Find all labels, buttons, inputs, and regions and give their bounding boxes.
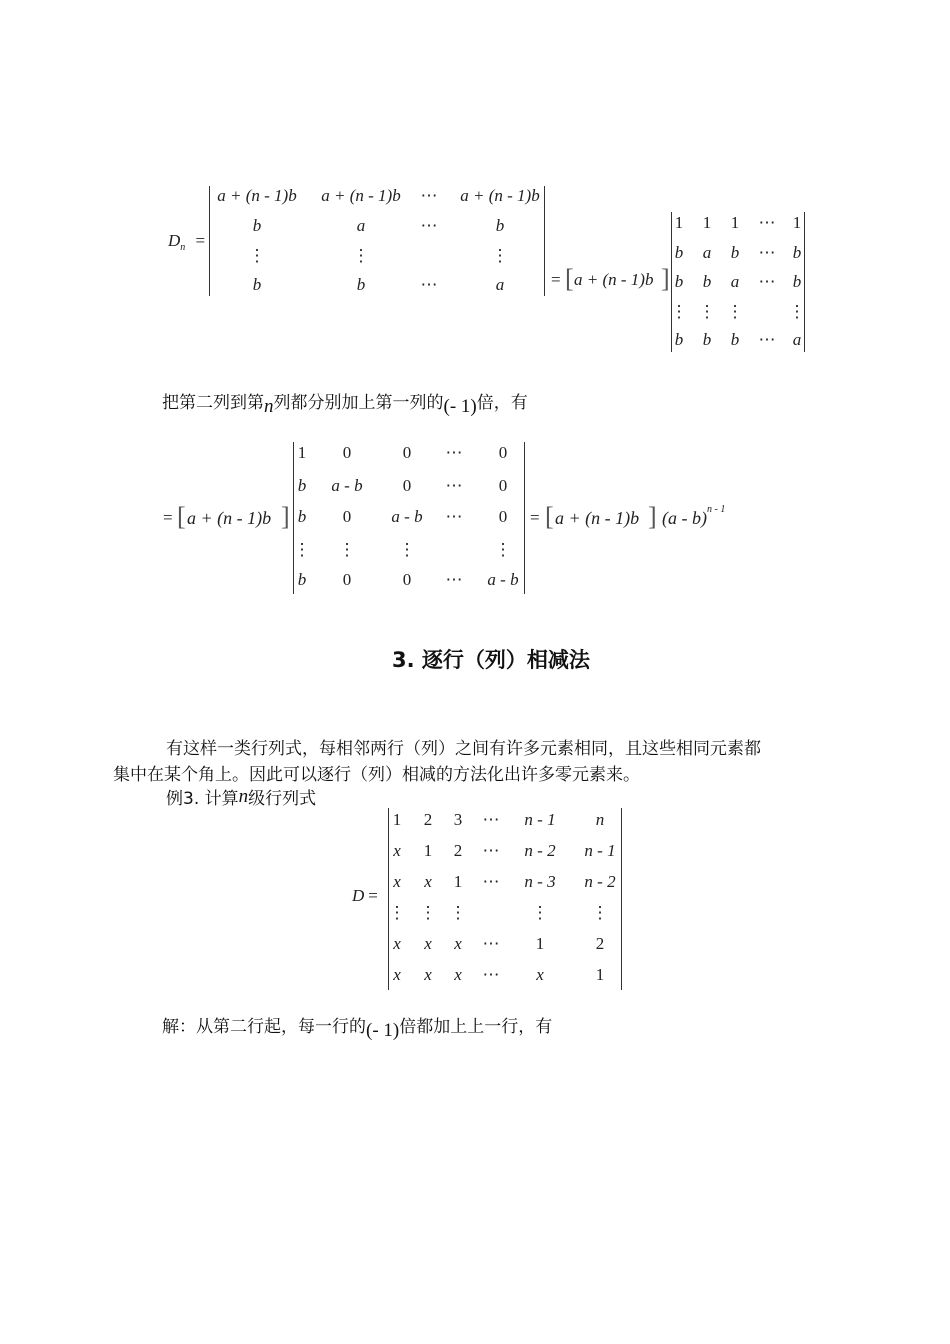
det2-cell-r2c3: b [730, 243, 740, 262]
example-prefix: 例3. 计算 [166, 789, 239, 809]
example-var: n [238, 786, 249, 807]
det3-cell-r2c1: b [297, 476, 307, 495]
det1-cell-r3c4: ⋮ [491, 246, 509, 265]
det4-cell-r3c6: n - 2 [584, 872, 616, 891]
lhs-subscript: n [180, 242, 186, 253]
det2-cell-r4c5: ⋮ [788, 302, 806, 321]
det4-cell-r5c5: 1 [535, 934, 545, 953]
eq2-equals: = [163, 508, 173, 527]
det3-cell-r4c1: ⋮ [293, 540, 311, 559]
det4-cell-r1c3: 3 [453, 810, 463, 829]
det2-cell-r5c3: b [730, 330, 740, 349]
det2-cell-r1c5: 1 [792, 213, 802, 232]
det4-cell-r2c5: n - 2 [524, 841, 556, 860]
det2-cell-r3c2: b [702, 272, 712, 291]
example-line [166, 784, 316, 810]
det3-cell-r2c2: a - b [331, 476, 363, 495]
power-base: (a - b) [662, 508, 707, 528]
det1-cell-r2c4: b [495, 216, 505, 235]
det4-cell-r5c6: 2 [595, 934, 605, 953]
det3-cell-r5c4: ⋯ [445, 570, 463, 589]
det3-cell-r4c5: ⋮ [494, 540, 512, 559]
det4-cell-r3c4: ⋯ [482, 872, 500, 891]
det4-cell-r6c3: x [454, 965, 462, 984]
det1-cell-r1c2: a + (n - 1)b [321, 186, 401, 205]
det4-cell-r1c5: n - 1 [524, 810, 556, 829]
det3-cell-r1c4: ⋯ [445, 443, 463, 462]
det3-cell-r1c1: 1 [297, 443, 307, 462]
det1-cell-r4c1: b [252, 275, 262, 294]
det4-cell-r3c3: 1 [453, 872, 463, 891]
para1-math: (- 1) [443, 396, 477, 417]
det3-cell-r5c3: 0 [402, 570, 412, 589]
det3-cell-r1c5: 0 [498, 443, 508, 462]
det4-cell-r5c3: x [454, 934, 462, 953]
det3-cell-r5c2: 0 [342, 570, 352, 589]
det4-cell-r1c6: n [595, 810, 605, 829]
paragraph-2-line-1: 有这样一类行列式，每相邻两行（列）之间有许多元素相同，且这些相同元素都 [166, 739, 761, 759]
det4-cell-r6c5: x [536, 965, 544, 984]
factor-1: a + (n - 1)b [574, 270, 654, 289]
equals-sign: = [195, 231, 206, 250]
det1-cell-r4c3: ⋯ [420, 275, 438, 294]
bracket-right: ] [661, 264, 670, 293]
det4-cell-r3c2: x [424, 872, 432, 891]
det1-cell-r3c2: ⋮ [352, 246, 370, 265]
paragraph-2-line-2: 集中在某个角上。因此可以逐行（列）相减的方法化出许多零元素来。 [113, 765, 640, 785]
det4-cell-r6c1: x [393, 965, 401, 984]
det4-cell-r2c2: 1 [423, 841, 433, 860]
para1-before: 把第二列到第 [162, 393, 264, 413]
para1-after: 倍，有 [476, 393, 528, 413]
eq2-result-bracket-right: ] [648, 502, 657, 531]
det4-cell-r3c5: n - 3 [524, 872, 556, 891]
det4-cell-r4c2: ⋮ [419, 903, 437, 922]
det4-cell-r2c4: ⋯ [482, 841, 500, 860]
det4-cell-r2c3: 2 [453, 841, 463, 860]
eq2-result-power [662, 504, 726, 529]
eq2-result-bracket-left: [ [545, 502, 554, 531]
power-exponent: n - 1 [706, 504, 726, 515]
det2-cell-r2c2: a [702, 243, 712, 262]
eq3-lhs-symbol: D [352, 886, 365, 905]
det1-cell-r4c4: a [495, 275, 505, 294]
eq3-equals: = [368, 886, 378, 905]
det4-cell-r3c1: x [393, 872, 401, 891]
det2-cell-r5c4: ⋯ [758, 330, 776, 349]
det4-cell-r2c6: n - 1 [584, 841, 616, 860]
det4-cell-r1c4: ⋯ [482, 810, 500, 829]
para1-var: n [264, 396, 274, 417]
det2-cell-r4c3: ⋮ [726, 302, 744, 321]
det4-cell-r4c3: ⋮ [449, 903, 467, 922]
solution-math: (- 1) [366, 1020, 400, 1041]
det2-cell-r4c1: ⋮ [670, 302, 688, 321]
det2-cell-r3c1: b [674, 272, 684, 291]
bracket-left: [ [565, 264, 574, 293]
det2-cell-r4c2: ⋮ [698, 302, 716, 321]
det4-cell-r5c4: ⋯ [482, 934, 500, 953]
det4-cell-r4c1: ⋮ [388, 903, 406, 922]
det3-cell-r5c1: b [297, 570, 307, 589]
lhs-symbol: D [168, 231, 181, 250]
det4-cell-r1c1: 1 [392, 810, 402, 829]
det2-cell-r1c1: 1 [674, 213, 684, 232]
det3-cell-r2c3: 0 [402, 476, 412, 495]
det4-cell-r2c1: x [393, 841, 401, 860]
det2-cell-r3c4: ⋯ [758, 272, 776, 291]
paragraph-1 [162, 388, 528, 417]
det4-cell-r4c5: ⋮ [531, 903, 549, 922]
det4-cell-r4c6: ⋮ [591, 903, 609, 922]
det3-cell-r3c5: 0 [498, 507, 508, 526]
det2-cell-r2c5: b [792, 243, 802, 262]
det3-cell-r2c5: 0 [498, 476, 508, 495]
det1-cell-r1c1: a + (n - 1)b [217, 186, 297, 205]
det4-bar-left [388, 808, 389, 990]
det1-cell-r3c1: ⋮ [248, 246, 266, 265]
det1-cell-r2c1: b [252, 216, 262, 235]
det1-cell-r1c4: a + (n - 1)b [460, 186, 540, 205]
det3-cell-r4c3: ⋮ [398, 540, 416, 559]
det2-cell-r5c2: b [702, 330, 712, 349]
det2-cell-r3c3: a [730, 272, 740, 291]
det3-cell-r4c2: ⋮ [338, 540, 356, 559]
eq2-bracket-right: ] [281, 502, 290, 531]
det2-cell-r3c5: b [792, 272, 802, 291]
section-heading: 3. 逐行（列）相减法 [392, 648, 590, 672]
eq2-bracket-left: [ [177, 502, 186, 531]
det4-cell-r5c2: x [424, 934, 432, 953]
det2-cell-r5c1: b [674, 330, 684, 349]
equals-factor: = [551, 270, 561, 289]
det4-cell-r6c6: 1 [595, 965, 605, 984]
det3-cell-r5c5: a - b [487, 570, 519, 589]
det3-cell-r3c3: a - b [391, 507, 423, 526]
eq2-factor: a + (n - 1)b [187, 508, 272, 528]
det3-cell-r3c4: ⋯ [445, 507, 463, 526]
det2-cell-r5c5: a [792, 330, 802, 349]
det1-cell-r2c2: a [356, 216, 366, 235]
eq2-equals-2: = [530, 508, 540, 527]
det1-cell-r4c2: b [356, 275, 366, 294]
det2-cell-r1c4: ⋯ [758, 213, 776, 232]
det1-cell-r1c3: ⋯ [420, 186, 438, 205]
det1-cell-r2c3: ⋯ [420, 216, 438, 235]
det4-cell-r6c2: x [424, 965, 432, 984]
solution-before: 解：从第二行起，每一行的 [162, 1017, 366, 1037]
solution-after: 倍都加上上一行，有 [399, 1017, 553, 1037]
det3-cell-r2c4: ⋯ [445, 476, 463, 495]
det3-cell-r1c3: 0 [402, 443, 412, 462]
det3-cell-r3c2: 0 [342, 507, 352, 526]
det2-cell-r2c1: b [674, 243, 684, 262]
det4-cell-r5c1: x [393, 934, 401, 953]
solution-line [162, 1012, 553, 1041]
para1-middle: 列都分别加上第一列的 [273, 393, 444, 413]
det4-bar-right [621, 808, 622, 990]
det2-cell-r2c4: ⋯ [758, 243, 776, 262]
eq2-result-factor: a + (n - 1)b [555, 508, 640, 528]
det4-cell-r6c4: ⋯ [482, 965, 500, 984]
det3-cell-r3c1: b [297, 507, 307, 526]
det4-cell-r1c2: 2 [423, 810, 433, 829]
det2-cell-r1c2: 1 [702, 213, 712, 232]
example-suffix: 级行列式 [248, 789, 317, 809]
det2-cell-r1c3: 1 [730, 213, 740, 232]
det3-cell-r1c2: 0 [342, 443, 352, 462]
